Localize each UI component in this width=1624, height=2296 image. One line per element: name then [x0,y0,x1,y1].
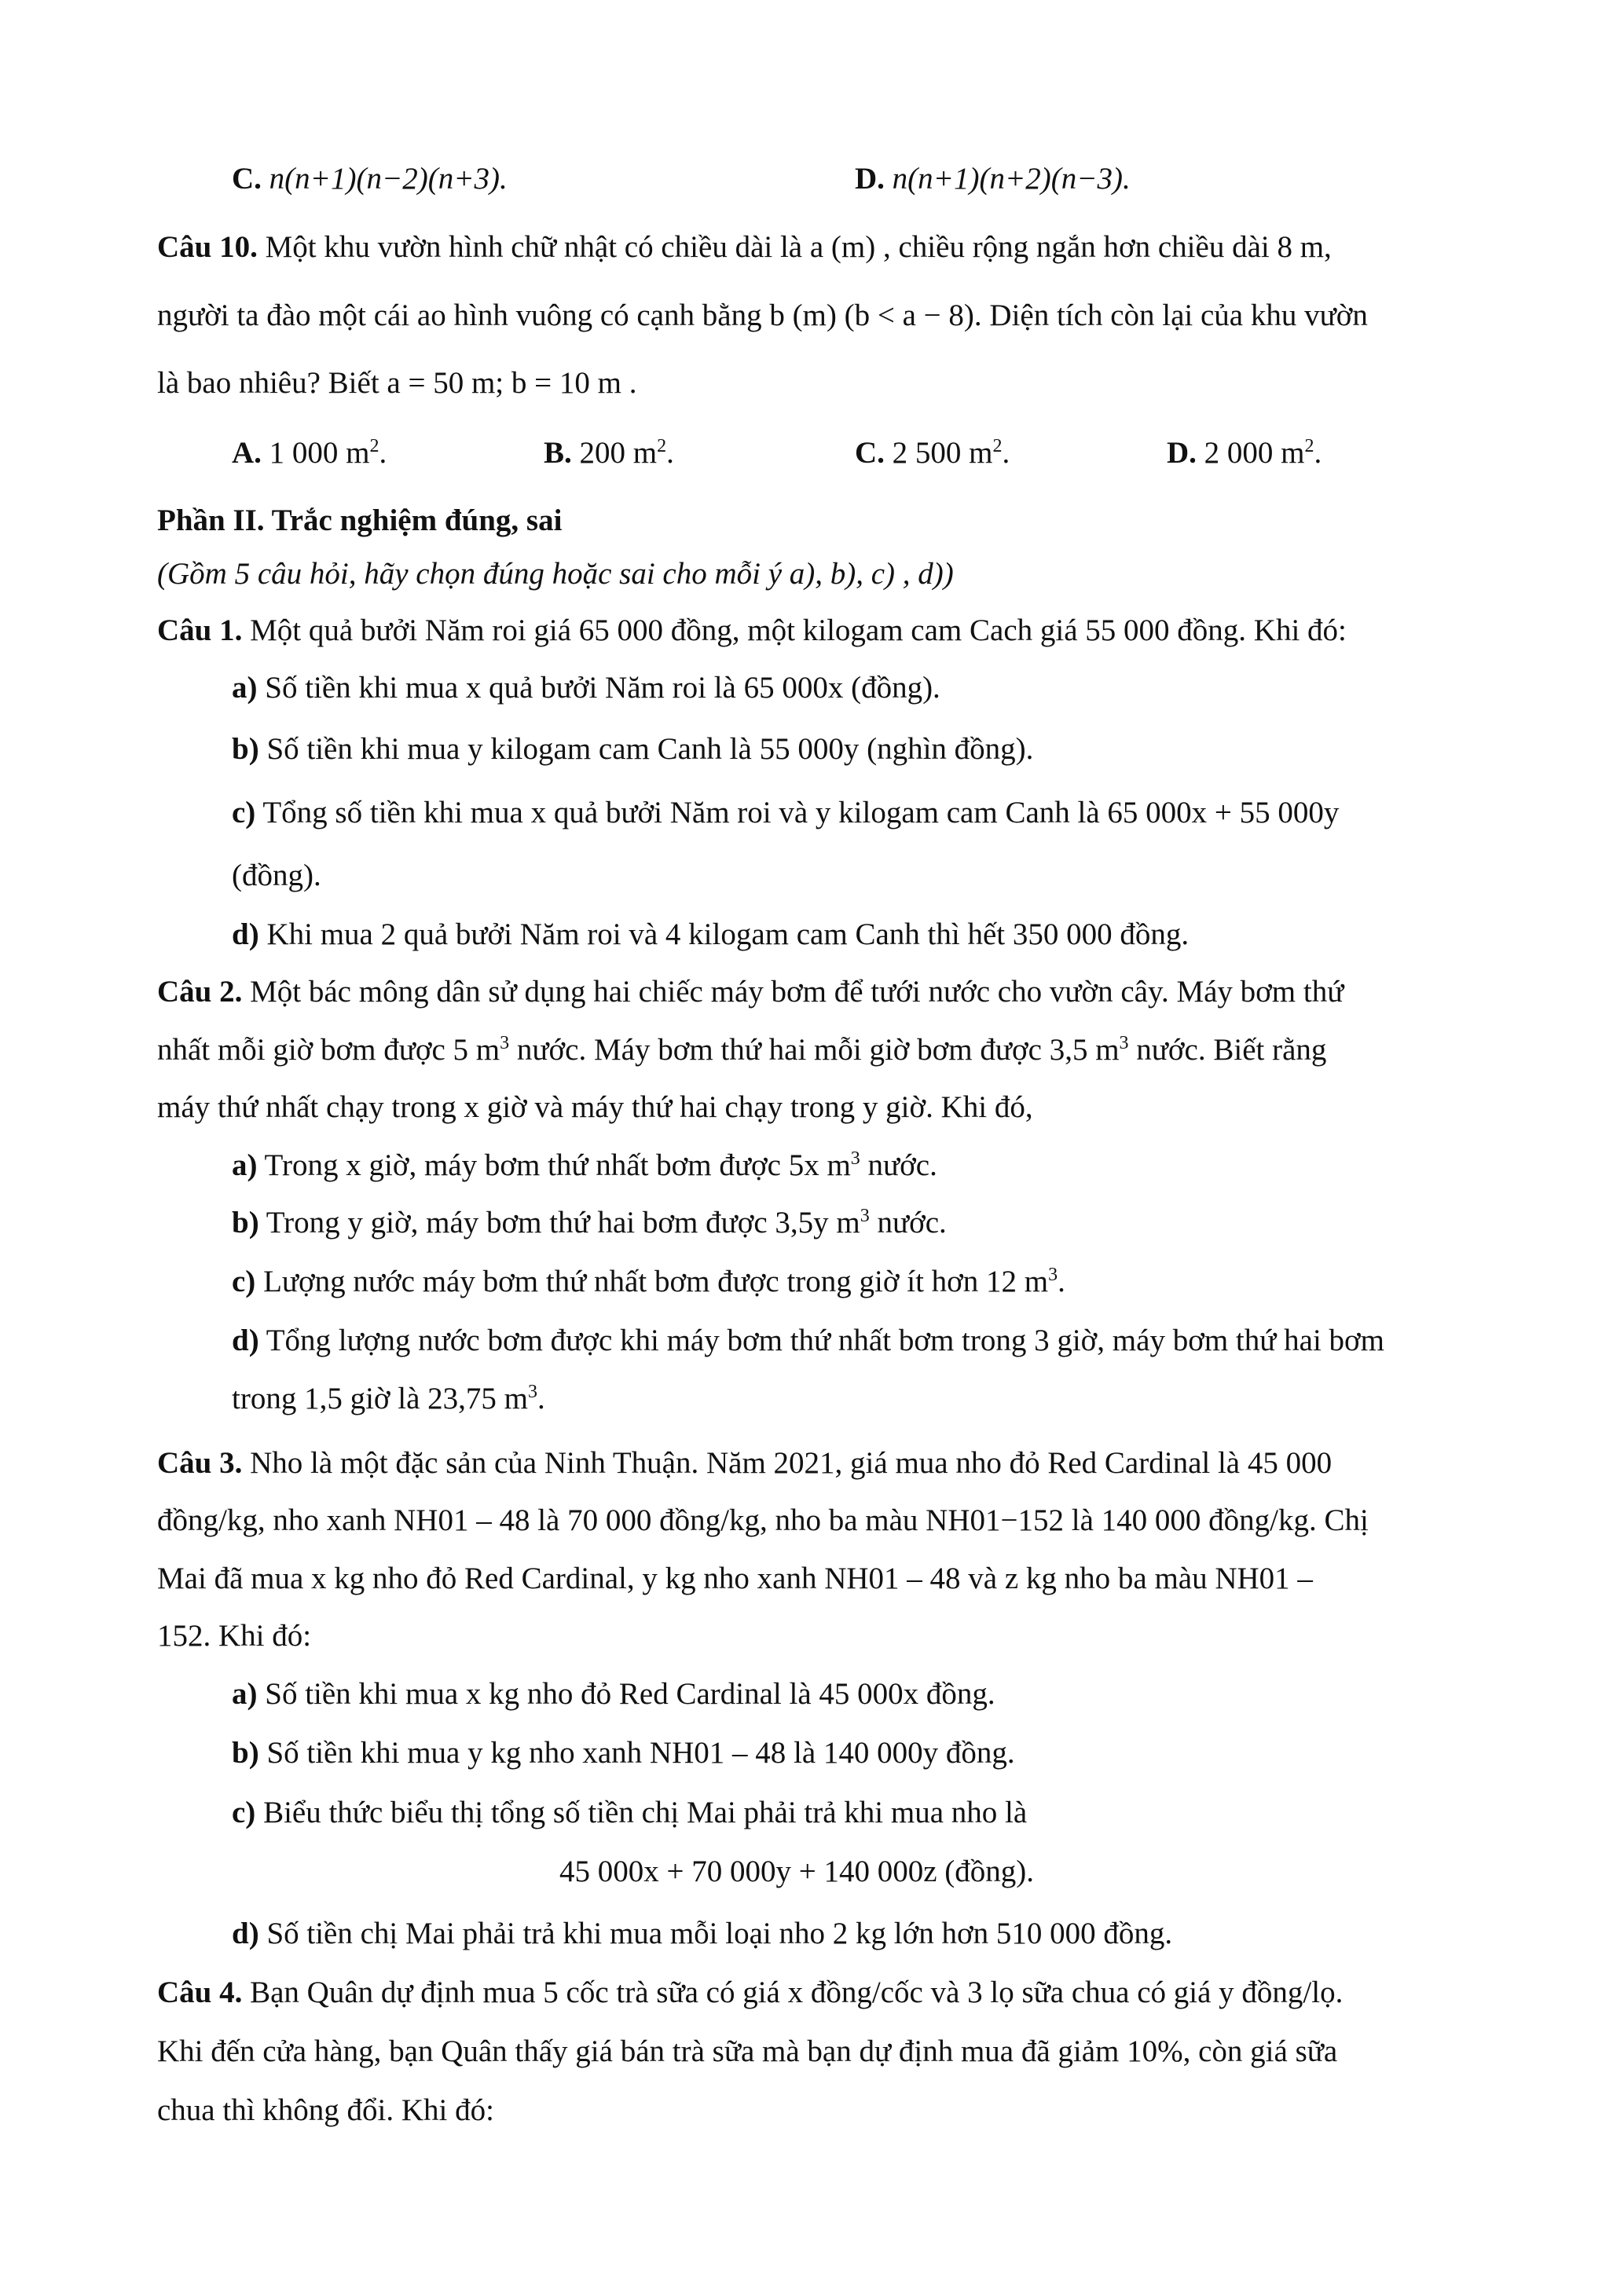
sup: 3 [1119,1033,1129,1053]
q1-item-b [232,730,1033,769]
option-label: A. [232,436,262,470]
item-text: Số tiền khi mua x kg nho đỏ Red Cardinal là 45 000x đồng. [265,1677,995,1711]
q1-item-a [232,668,940,708]
q9-option-c [232,159,508,199]
q2-item-b [232,1203,947,1243]
question-text: Một quả bưởi Năm roi giá 65 000 đồng, một kilogam cam Cach giá 55 000 đồng. Khi đó: [250,613,1347,647]
option-text: n(n+1)(n−2)(n+3). [269,162,508,196]
question-text: Bạn Quân dự định mua 5 cốc trà sữa có giá x đồng/cốc và 3 lọ sữa chua có giá y đồng/lọ. [250,1976,1344,2009]
q1-stem [157,611,1347,650]
q3-line-1 [157,1444,1332,1483]
sup: 3 [528,1382,538,1402]
item-label: b) [232,732,259,766]
item-text: trong 1,5 giờ là 23,75 m [232,1382,529,1415]
item-tail: . [537,1382,545,1415]
option-sup: 2 [369,436,379,456]
q1-item-c [232,793,1339,833]
option-label: B. [544,436,572,470]
item-label: a) [232,1148,258,1182]
item-text: Lượng nước máy bơm thứ nhất bơm được trong giờ ít hơn 12 m [263,1265,1049,1298]
option-text: 200 m [579,436,658,470]
item-text: Tổng lượng nước bơm được khi máy bơm thứ nhất bơm trong 3 giờ, máy bơm thứ hai bơm [266,1324,1384,1357]
item-text: Tổng số tiền khi mua x quả bưởi Năm roi và y kilogam cam Canh là 65 000x + 55 000y [262,796,1340,829]
sup: 3 [1048,1265,1058,1285]
item-label: b) [232,1206,259,1240]
sup: 3 [860,1206,870,1226]
item-label: d) [232,1917,259,1950]
item-text: Biểu thức biểu thị tổng số tiền chị Mai phải trả khi mua nho là [263,1796,1028,1829]
q2-line-3: máy thứ nhất chạy trong x giờ và máy thứ hai chạy trong y giờ. Khi đó, [157,1090,1033,1124]
q2-item-d-cont [232,1379,545,1419]
option-label: C. [232,162,262,196]
question-label: Câu 10. [157,230,258,264]
option-label: D. [855,162,885,196]
q3-line-2: đồng/kg, nho xanh NH01 – 48 là 70 000 đồng/kg, nho ba màu NH01−152 là 140 000 đồng/kg. Chị [157,1503,1369,1537]
q2-item-c [232,1262,1065,1302]
item-tail: . [1058,1265,1065,1298]
text: nước. Biết rằng [1128,1033,1327,1067]
item-text: Trong y giờ, máy bơm thứ hai bơm được 3,5y m [266,1206,860,1240]
option-tail: . [379,436,387,470]
q3-item-a [232,1675,995,1714]
item-label: c) [232,1796,256,1829]
option-sup: 2 [657,436,667,456]
item-text: Khi mua 2 quả bưởi Năm roi và 4 kilogam cam Canh thì hết 350 000 đồng. [266,917,1190,951]
question-label: Câu 2. [157,975,243,1009]
option-text: 2 000 m [1204,436,1305,470]
q4-line-2: Khi đến cửa hàng, bạn Quân thấy giá bán trà sữa mà bạn dự định mua đã giảm 10%, còn giá sữa [157,2034,1338,2068]
q10-option-c [855,434,1010,473]
q10-option-b [544,434,674,473]
item-text: Trong x giờ, máy bơm thứ nhất bơm được 5x m [264,1148,851,1182]
q4-line-3: chua thì không đổi. Khi đó: [157,2093,494,2127]
q2-item-d [232,1321,1384,1360]
option-text: 2 500 m [892,436,993,470]
question-label: Câu 4. [157,1976,243,2009]
option-sup: 2 [1304,436,1314,456]
q10-option-a [232,434,387,473]
item-label: a) [232,1677,258,1711]
item-text: Số tiền chị Mai phải trả khi mua mỗi loại nho 2 kg lớn hơn 510 000 đồng. [266,1917,1173,1950]
option-sup: 2 [992,436,1003,456]
option-tail: . [1314,436,1322,470]
item-text: Số tiền khi mua y kg nho xanh NH01 – 48 là 140 000y đồng. [266,1736,1015,1770]
question-text: Nho là một đặc sản của Ninh Thuận. Năm 2021, giá mua nho đỏ Red Cardinal là 45 000 [250,1446,1333,1480]
part-instructions: (Gồm 5 câu hỏi, hãy chọn đúng hoặc sai cho mỗi ý a), b), c) , d)) [157,557,954,591]
item-label: d) [232,1324,259,1357]
option-tail: . [1002,436,1010,470]
q3-item-c-expression: 45 000x + 70 000y + 140 000z (đồng). [559,1855,1035,1888]
part-heading: Phần II. Trắc nghiệm đúng, sai [157,504,563,537]
item-label: c) [232,1265,256,1298]
item-text: Số tiền khi mua y kilogam cam Canh là 55 000y (nghìn đồng). [266,732,1034,766]
option-text: 1 000 m [269,436,370,470]
item-tail: nước. [860,1148,937,1182]
sup: 3 [850,1148,860,1169]
option-tail: . [666,436,674,470]
item-label: a) [232,671,258,705]
q4-line-1 [157,1973,1343,2012]
item-label: c) [232,796,256,829]
option-text: n(n+1)(n+2)(n−3). [892,162,1131,196]
q10-line-1 [157,228,1332,267]
q10-line-2: người ta đào một cái ao hình vuông có cạnh bằng b (m) (b < a − 8). Diện tích còn lại của khu vườn [157,298,1368,332]
option-label: C. [855,436,885,470]
item-text: Số tiền khi mua x quả bưởi Năm roi là 65 000x (đồng). [265,671,940,705]
question-label: Câu 3. [157,1446,243,1480]
q3-item-b [232,1734,1015,1773]
q1-item-c-cont: (đồng). [232,859,321,892]
question-text: Một khu vườn hình chữ nhật có chiều dài là a (m) , chiều rộng ngắn hơn chiều dài 8 m, [265,230,1332,264]
q3-line-4: 152. Khi đó: [157,1619,312,1653]
q2-line-1 [157,972,1344,1012]
q3-line-3: Mai đã mua x kg nho đỏ Red Cardinal, y kg nho xanh NH01 – 48 và z kg nho ba màu NH01 – [157,1562,1313,1595]
q9-option-d [855,159,1131,199]
text: nhất mỗi giờ bơm được 5 m [157,1033,500,1067]
item-label: d) [232,917,259,951]
question-text: Một bác mông dân sử dụng hai chiếc máy bơm để tưới nước cho vườn cây. Máy bơm thứ [250,975,1344,1009]
option-label: D. [1167,436,1197,470]
text: nước. Máy bơm thứ hai mỗi giờ bơm được 3,5 m [509,1033,1120,1067]
item-tail: nước. [869,1206,947,1240]
q10-line-3: là bao nhiêu? Biết a = 50 m; b = 10 m . [157,366,637,400]
q3-item-c [232,1793,1027,1833]
q1-item-d [232,915,1189,954]
sup: 3 [500,1033,510,1053]
q2-item-a [232,1146,937,1185]
q10-option-d [1167,434,1322,473]
question-label: Câu 1. [157,613,243,647]
q2-line-2 [157,1031,1326,1070]
item-label: b) [232,1736,259,1770]
q3-item-d [232,1914,1172,1954]
